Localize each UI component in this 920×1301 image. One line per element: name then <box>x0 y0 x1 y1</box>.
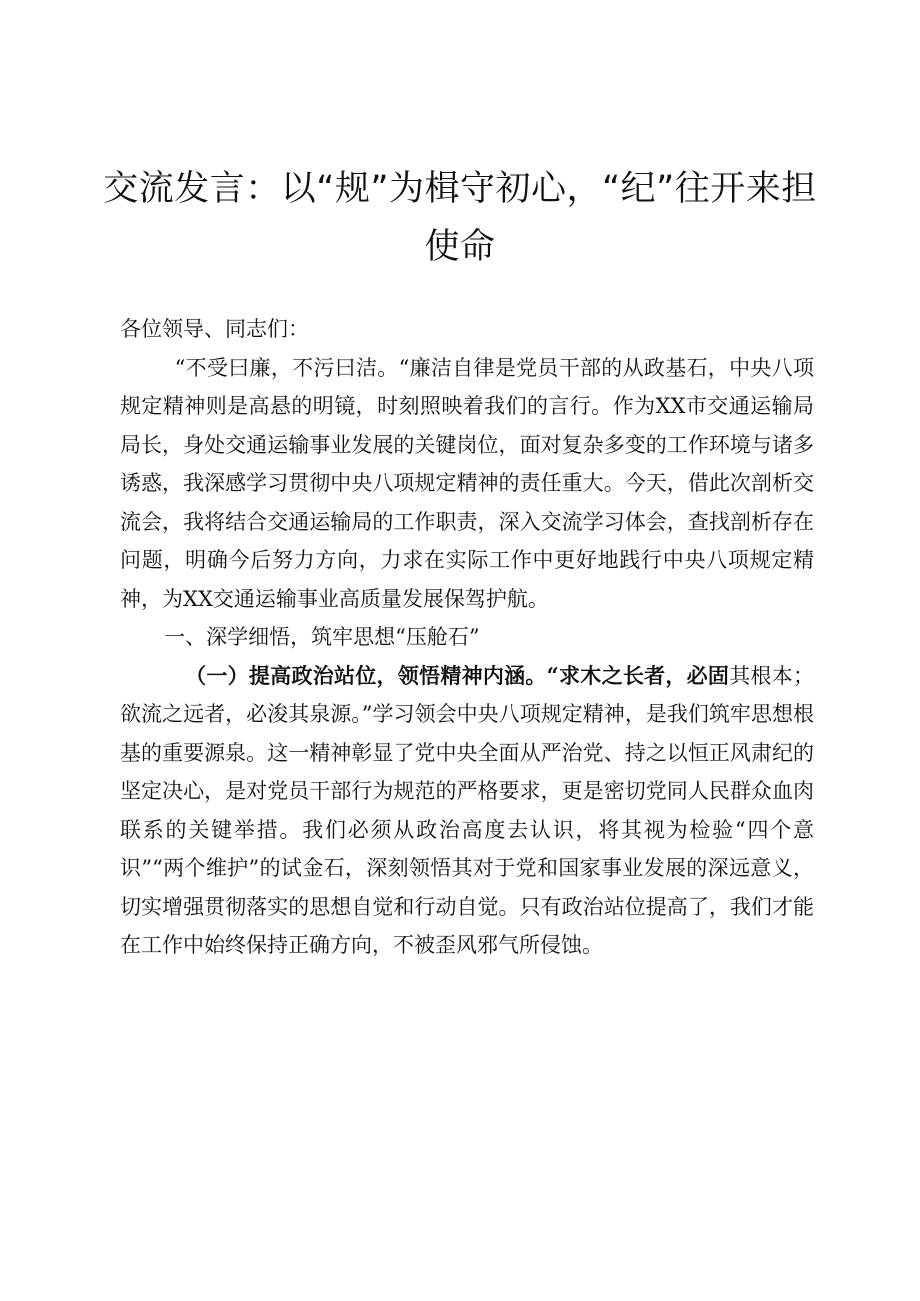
subsection-heading-1: （一）提高政治站位，领悟精神内涵。“求木之长者，必固 <box>185 662 730 688</box>
document-body <box>120 310 814 965</box>
subsection-text-1: 其根本；欲流之远者，必浚其泉源。”学习领会中央八项规定精神，是我们筑牢思想根基的重要源泉。这一精神彰显了党中央全面从严治党、持之以恒正风肃纪的坚定决心，是对党员干部行为规范的严格要求，更是密切党同人民群众血肉联系的关键举措。我们必须从政治高度去认识，将其视为检验“四个意识”“两个维护”的试金石，深刻领悟其对于党和国家事业发展的深远意义，切实增强贯彻落实的思想自觉和行动自觉。只有政治站位提高了，我们才能在工作中始终保持正确方向，不被歪风邪气所侵蚀。 <box>120 663 815 957</box>
intro-paragraph: “不受曰廉，不污曰洁。“廉洁自律是党员干部的从政基石，中央八项规定精神则是高悬的明镜，时刻照映着我们的言行。作为XX市交通运输局局长，身处交通运输事业发展的关键岗位，面对复杂多变的工作环境与诸多诱惑，我深感学习贯彻中央八项规定精神的责任重大。今天，借此次剖析交流会，我将结合交通运输局的工作职责，深入交流学习体会，查找剖析存在问题，明确今后努力方向，力求在实际工作中更好地践行中央八项规定精神，为XX交通运输事业高质量发展保驾护航。 <box>120 355 814 611</box>
salutation: 各位领导、同志们： <box>120 317 309 341</box>
title-line-2: 使命 <box>424 227 496 267</box>
title-line-1: 交流发言：以“规”为楫守初心，“纪”往开来担 <box>103 169 817 209</box>
document-title <box>100 160 820 276</box>
subsection-paragraph-1 <box>120 657 814 965</box>
section-heading-1: 一、深学细悟，筑牢思想“压舱石” <box>164 625 480 649</box>
